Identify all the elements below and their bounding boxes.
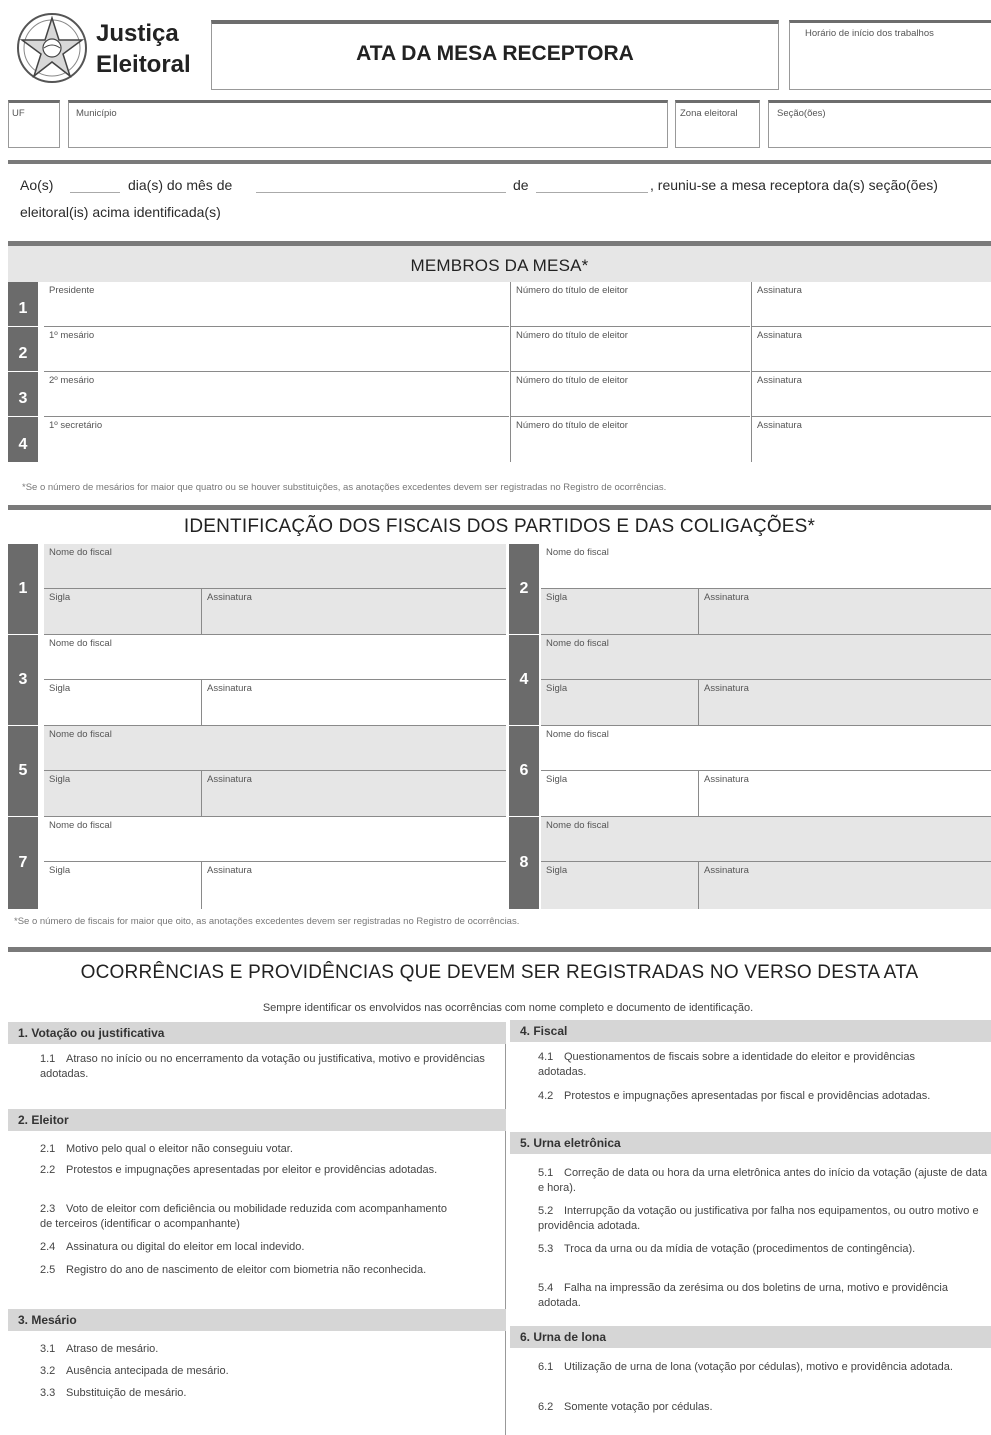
item-number: 2.2 xyxy=(40,1164,56,1176)
item-number: 2.5 xyxy=(40,1264,56,1276)
fiscal-sigla-field[interactable]: Sigla xyxy=(44,589,202,635)
list-item xyxy=(538,1242,958,1257)
fiscal-signature-field[interactable]: Assinatura xyxy=(699,771,991,817)
fiscais-grid xyxy=(8,544,991,909)
fiscal-signature-field[interactable]: Assinatura xyxy=(207,865,252,876)
fiscal-sigla-field[interactable]: Sigla xyxy=(541,589,699,635)
voter-id-field[interactable]: Número do título de eleitor xyxy=(510,327,750,372)
item-number: 4.1 xyxy=(538,1051,554,1063)
item-text: Falha na impressão da zerésima ou dos boletins de urna, motivo e providência adotada. xyxy=(538,1282,948,1309)
list-item xyxy=(40,1386,480,1401)
members-header xyxy=(8,246,991,282)
statement-text-aos: Ao(s) xyxy=(20,177,54,193)
fiscal-signature-field[interactable]: Assinatura xyxy=(202,680,506,726)
signature-field[interactable]: Assinatura xyxy=(751,372,991,417)
fiscal-signature-field[interactable]: Assinatura xyxy=(699,680,991,726)
section-header: 5. Urna eletrônica xyxy=(510,1132,991,1154)
fiscal-number: 7 xyxy=(8,817,38,909)
members-title: MEMBROS DA MESA* xyxy=(410,256,589,275)
day-input[interactable] xyxy=(70,192,120,193)
item-text: Questionamentos de fiscais sobre a identidade do eleitor e providências adotadas. xyxy=(538,1051,915,1078)
statement-text-de: de xyxy=(513,177,529,193)
list-item xyxy=(40,1263,460,1278)
item-text: Registro do ano de nascimento de eleitor com biometria não reconhecida. xyxy=(66,1264,427,1276)
voter-id-field[interactable]: Número do título de eleitor xyxy=(510,372,750,417)
secoes-label: Seção(ões) xyxy=(777,108,826,119)
ocorrencias-left-column xyxy=(8,1022,506,1435)
fiscal-name-field[interactable]: Nome do fiscal xyxy=(44,817,506,862)
signature-field[interactable]: Assinatura xyxy=(751,327,991,372)
fiscal-sigla-field[interactable]: Sigla xyxy=(541,771,699,817)
statement-block xyxy=(0,164,991,234)
electoral-emblem-icon xyxy=(14,10,90,86)
fiscal-sigla-field[interactable]: Sigla xyxy=(541,862,699,909)
item-text: Motivo pelo qual o eleitor não conseguiu votar. xyxy=(66,1143,293,1155)
item-number: 5.3 xyxy=(538,1243,554,1255)
list-item xyxy=(40,1364,480,1379)
month-input[interactable] xyxy=(256,192,506,193)
list-item xyxy=(40,1163,480,1178)
member-number: 3 xyxy=(8,372,38,417)
list-item xyxy=(538,1360,991,1375)
header xyxy=(0,0,991,95)
signature-field[interactable]: Assinatura xyxy=(751,417,991,462)
ocorrencias-title: OCORRÊNCIAS E PROVIDÊNCIAS QUE DEVEM SER REGISTRADAS NO VERSO DESTA ATA xyxy=(80,962,919,983)
list-item xyxy=(538,1204,991,1234)
list-item xyxy=(538,1400,983,1415)
divider xyxy=(8,947,991,952)
members-table xyxy=(8,282,991,462)
section-header: 2. Eleitor xyxy=(8,1109,506,1131)
statement-text-line2: eleitoral(is) acima identificada(s) xyxy=(20,204,221,220)
member-number: 1 xyxy=(8,282,38,327)
item-number: 5.2 xyxy=(538,1205,554,1217)
members-footnote: *Se o número de mesários for maior que quatro ou se houver substituições, as anotações excedentes devem ser registradas no Registro de ocorrências. xyxy=(22,482,667,493)
item-number: 6.2 xyxy=(538,1401,554,1413)
item-text: Atraso de mesário. xyxy=(66,1343,159,1355)
member-number: 4 xyxy=(8,417,38,462)
fiscal-number: 5 xyxy=(8,726,38,817)
fiscal-sigla-field[interactable]: Sigla xyxy=(44,862,202,909)
item-text: Ausência antecipada de mesário. xyxy=(66,1365,229,1377)
year-input[interactable] xyxy=(536,192,648,193)
fiscal-name-field[interactable]: Nome do fiscal xyxy=(541,544,991,589)
zona-label: Zona eleitoral xyxy=(680,108,738,119)
item-text: Atraso no início ou no encerramento da votação ou justificativa, motivo e providências adotadas. xyxy=(40,1053,485,1080)
voter-id-field[interactable]: Número do título de eleitor xyxy=(510,417,750,462)
fiscal-signature-field[interactable]: Assinatura xyxy=(699,862,991,909)
section-header: 6. Urna de lona xyxy=(510,1326,991,1348)
municipio-label: Município xyxy=(76,108,117,119)
item-text: Assinatura ou digital do eleitor em local indevido. xyxy=(66,1241,305,1253)
fiscal-number: 2 xyxy=(509,544,539,635)
fiscal-name-field[interactable]: Nome do fiscal xyxy=(44,726,506,771)
ocorrencias-right-column xyxy=(510,1020,991,1435)
item-number: 2.4 xyxy=(40,1241,56,1253)
member-role-field[interactable]: 1º mesário xyxy=(44,327,509,372)
list-item xyxy=(538,1166,991,1196)
list-item xyxy=(40,1240,480,1255)
fiscal-signature-field[interactable]: Assinatura xyxy=(202,589,506,635)
fiscal-number: 6 xyxy=(509,726,539,817)
item-text: Utilização de urna de lona (votação por cédulas), motivo e providência adotada. xyxy=(564,1361,953,1373)
fiscal-name-field[interactable]: Nome do fiscal xyxy=(541,635,991,680)
list-item xyxy=(40,1142,490,1157)
member-role-field[interactable]: 2º mesário xyxy=(44,372,509,417)
list-item xyxy=(538,1089,983,1104)
list-item xyxy=(538,1050,958,1080)
statement-text-reuniu: , reuniu-se a mesa receptora da(s) seção(ões) xyxy=(650,177,938,193)
fiscal-name-field[interactable]: Nome do fiscal xyxy=(44,635,506,680)
fiscais-title: IDENTIFICAÇÃO DOS FISCAIS DOS PARTIDOS E DAS COLIGAÇÕES* xyxy=(183,516,816,537)
item-number: 5.4 xyxy=(538,1282,554,1294)
uf-label: UF xyxy=(12,108,25,119)
voter-id-field[interactable]: Número do título de eleitor xyxy=(510,282,750,327)
item-number: 4.2 xyxy=(538,1090,554,1102)
ocorrencias-subtitle: Sempre identificar os envolvidos nas ocorrências com nome completo e documento de identificação. xyxy=(262,1002,754,1014)
fiscal-sigla-field[interactable]: Sigla xyxy=(44,680,202,726)
member-number: 2 xyxy=(8,327,38,372)
item-number: 3.3 xyxy=(40,1387,56,1399)
member-role-field[interactable]: Presidente xyxy=(44,282,509,327)
page-title: ATA DA MESA RECEPTORA xyxy=(356,42,634,65)
list-item xyxy=(40,1342,480,1357)
member-role-field[interactable]: 1º secretário xyxy=(49,420,103,431)
fiscais-footnote: *Se o número de fiscais for maior que oito, as anotações excedentes devem ser registradas no Registro de ocorrências. xyxy=(14,916,520,927)
item-number: 6.1 xyxy=(538,1361,554,1373)
statement-text-dia: dia(s) do mês de xyxy=(128,177,233,193)
item-text: Interrupção da votação ou justificativa por falha nos equipamentos, ou outro motivo e providência adotada. xyxy=(538,1205,979,1232)
signature-field[interactable]: Assinatura xyxy=(751,282,991,327)
item-number: 1.1 xyxy=(40,1053,56,1065)
fiscal-sigla-field[interactable]: Sigla xyxy=(44,771,202,817)
start-time-label: Horário de início dos trabalhos xyxy=(805,28,934,39)
item-text: Protestos e impugnações apresentadas por fiscal e providências adotadas. xyxy=(564,1090,931,1102)
fiscal-signature-field[interactable]: Assinatura xyxy=(202,771,506,817)
divider xyxy=(8,505,991,510)
logo-text-justica: Justiça xyxy=(96,20,179,47)
item-number: 3.1 xyxy=(40,1343,56,1355)
logo-text-eleitoral: Eleitoral xyxy=(96,51,191,78)
item-number: 5.1 xyxy=(538,1167,554,1179)
list-item xyxy=(538,1281,983,1311)
section-header: 4. Fiscal xyxy=(510,1020,991,1042)
fiscal-number: 3 xyxy=(8,635,38,726)
item-text: Correção de data ou hora da urna eletrônica antes do início da votação (ajuste de data e hora). xyxy=(538,1167,988,1194)
fiscal-number: 8 xyxy=(509,817,539,909)
fiscal-name-field[interactable]: Nome do fiscal xyxy=(541,817,991,862)
item-number: 3.2 xyxy=(40,1365,56,1377)
list-item xyxy=(40,1052,500,1082)
fiscal-name-field[interactable]: Nome do fiscal xyxy=(44,544,506,589)
section-header: 3. Mesário xyxy=(8,1309,506,1331)
item-number: 2.3 xyxy=(40,1203,56,1215)
fiscal-number: 4 xyxy=(509,635,539,726)
item-text: Troca da urna ou da mídia de votação (procedimentos de contingência). xyxy=(564,1243,916,1255)
item-text: Protestos e impugnações apresentadas por eleitor e providências adotadas. xyxy=(66,1164,438,1176)
fiscal-signature-field[interactable]: Assinatura xyxy=(699,589,991,635)
item-text: Voto de eleitor com deficiência ou mobilidade reduzida com acompanhamento de terceiros (identificar o acompanhante) xyxy=(40,1203,447,1230)
list-item xyxy=(40,1202,460,1232)
item-number: 2.1 xyxy=(40,1143,56,1155)
municipio-field[interactable] xyxy=(68,100,668,148)
section-header: 1. Votação ou justificativa xyxy=(8,1022,506,1044)
item-text: Substituição de mesário. xyxy=(66,1387,187,1399)
fiscal-sigla-field[interactable]: Sigla xyxy=(541,680,699,726)
fiscal-number: 1 xyxy=(8,544,38,635)
fiscal-name-field[interactable]: Nome do fiscal xyxy=(541,726,991,771)
item-text: Somente votação por cédulas. xyxy=(564,1401,713,1413)
